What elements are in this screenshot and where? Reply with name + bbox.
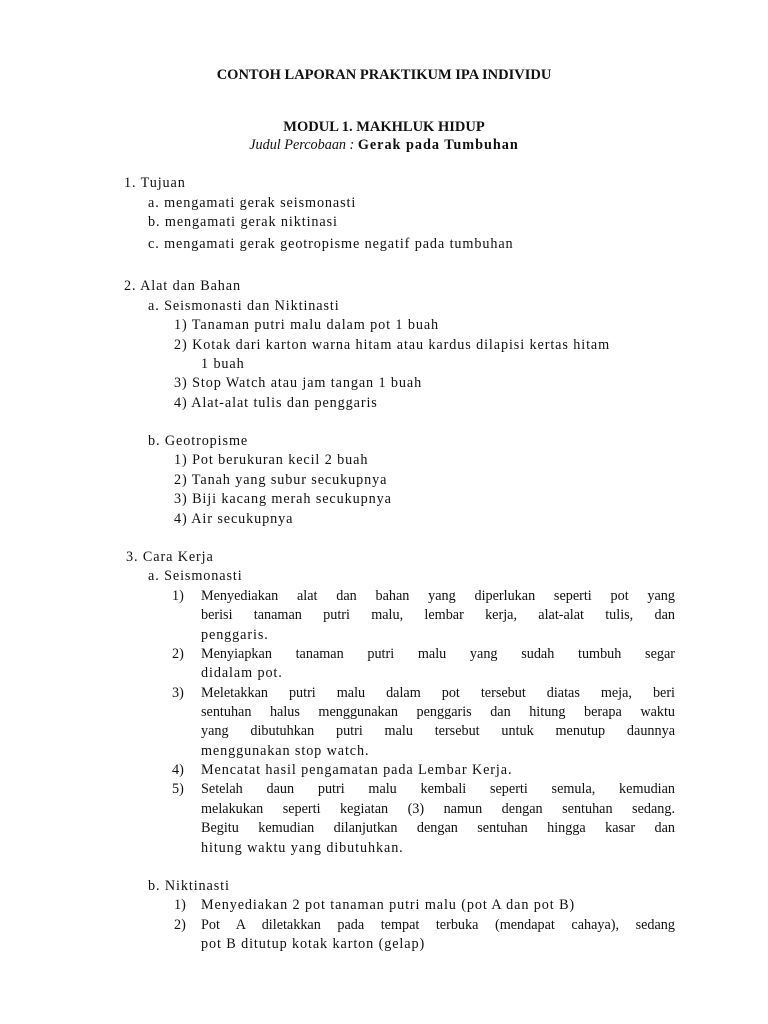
step-text: didalam pot. xyxy=(201,665,283,681)
list-item: 1) Pot berukuran kecil 2 buah xyxy=(174,452,369,468)
subsection-heading: b. Niktinasti xyxy=(148,878,230,894)
list-item: 2) Kotak dari karton warna hitam atau kardus dilapisi kertas hitam xyxy=(174,337,611,353)
step-text: Menyediakan alat dan bahan yang diperlukan seperti pot yang xyxy=(201,588,675,604)
step-marker: 1) xyxy=(172,588,184,604)
list-item-continuation: 1 buah xyxy=(201,356,245,372)
section-heading-cara-kerja: 3. Cara Kerja xyxy=(126,549,214,565)
step-text: Menyiapkan tanaman putri malu yang sudah tumbuh segar xyxy=(201,646,675,662)
step-text: berisi tanaman putri malu, lembar kerja, alat-alat tulis, dan xyxy=(201,607,675,623)
list-item: 1) Tanaman putri malu dalam pot 1 buah xyxy=(174,317,440,333)
step-text: Menyediakan 2 pot tanaman putri malu (pot A dan pot B) xyxy=(201,897,576,913)
module-title: MODUL 1. MAKHLUK HIDUP xyxy=(283,119,485,135)
step-text: hitung waktu yang dibutuhkan. xyxy=(201,840,404,856)
section-heading-alat-bahan: 2. Alat dan Bahan xyxy=(124,278,241,294)
section-heading-tujuan: 1. Tujuan xyxy=(124,175,186,191)
step-marker: 4) xyxy=(172,762,184,778)
subsection-heading: a. Seismonasti xyxy=(148,568,243,584)
list-item: b. mengamati gerak niktinasi xyxy=(148,214,338,230)
step-marker: 2) xyxy=(172,646,184,662)
step-marker: 1) xyxy=(174,897,186,913)
step-text: pot B ditutup kotak karton (gelap) xyxy=(201,936,426,952)
step-text: Pot A diletakkan pada tempat terbuka (mendapat cahaya), sedang xyxy=(201,917,675,933)
list-item: c. mengamati gerak geotropisme negatif pada tumbuhan xyxy=(148,236,514,252)
list-item: 4) Air secukupnya xyxy=(174,511,294,527)
step-marker: 2) xyxy=(174,917,186,933)
step-text: penggaris. xyxy=(201,627,269,643)
subsection-heading: a. Seismonasti dan Niktinasti xyxy=(148,298,340,314)
step-text: yang dibutuhkan putri malu tersebut untuk menutup daunnya xyxy=(201,723,675,739)
experiment-title-line xyxy=(0,136,768,155)
step-text: sentuhan halus menggunakan penggaris dan hitung berapa waktu xyxy=(201,704,675,720)
step-text: menggunakan stop watch. xyxy=(201,743,370,759)
subsection-heading: b. Geotropisme xyxy=(148,433,249,449)
list-item: 4) Alat-alat tulis dan penggaris xyxy=(174,395,378,411)
document-title: CONTOH LAPORAN PRAKTIKUM IPA INDIVIDU xyxy=(216,67,552,83)
step-marker: 3) xyxy=(172,685,184,701)
step-text: melakukan seperti kegiatan (3) namun dengan sentuhan sedang. xyxy=(201,801,675,817)
experiment-title: Gerak pada Tumbuhan xyxy=(357,137,519,153)
step-marker: 5) xyxy=(172,781,184,797)
experiment-label: Judul Percobaan : xyxy=(249,137,355,153)
step-text: Meletakkan putri malu dalam pot tersebut diatas meja, beri xyxy=(201,685,675,701)
list-item: a. mengamati gerak seismonasti xyxy=(148,195,357,211)
step-text: Mencatat hasil pengamatan pada Lembar Kerja. xyxy=(201,762,513,778)
list-item: 3) Stop Watch atau jam tangan 1 buah xyxy=(174,375,423,391)
step-text: Begitu kemudian dilanjutkan dengan sentuhan hingga kasar dan xyxy=(201,820,675,836)
list-item: 3) Biji kacang merah secukupnya xyxy=(174,491,392,507)
list-item: 2) Tanah yang subur secukupnya xyxy=(174,472,388,488)
step-text: Setelah daun putri malu kembali seperti semula, kemudian xyxy=(201,781,675,797)
